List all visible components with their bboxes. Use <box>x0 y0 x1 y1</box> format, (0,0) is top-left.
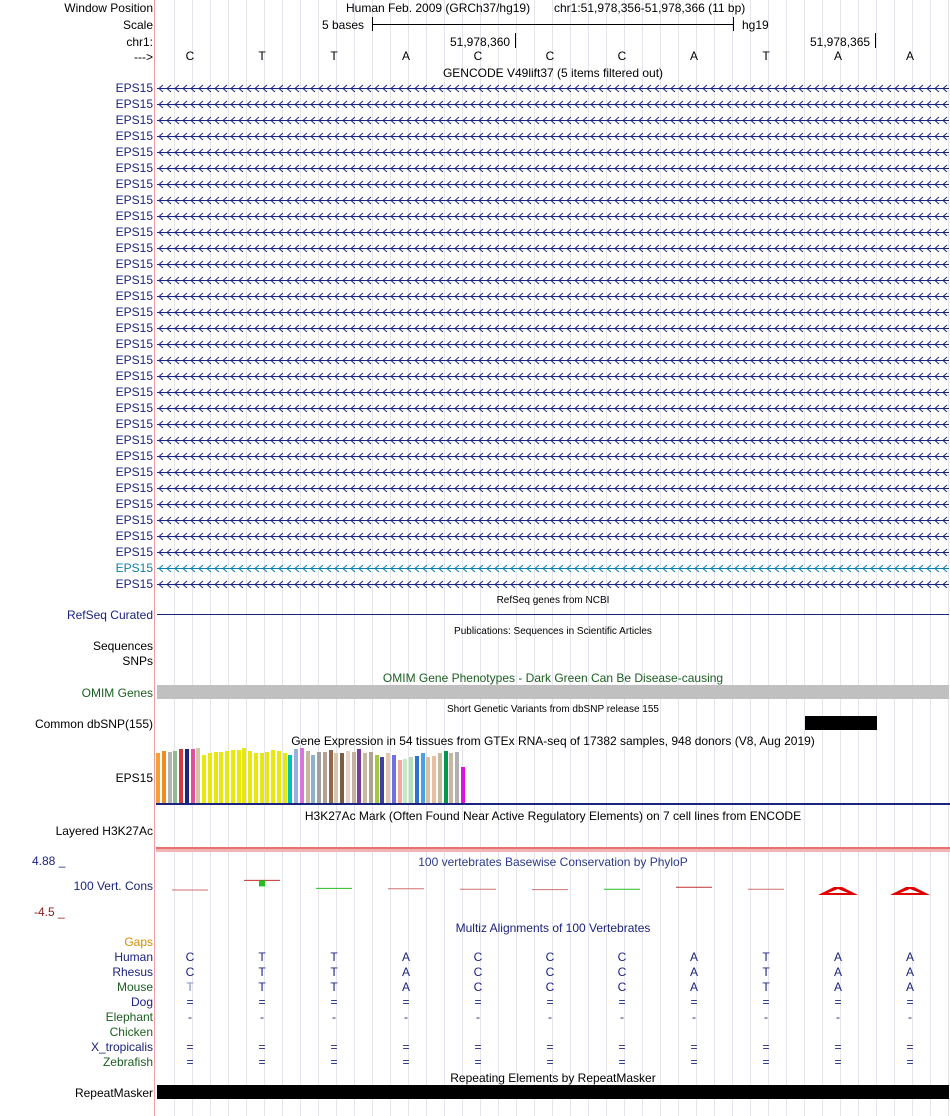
gencode-transcript[interactable] <box>157 372 949 381</box>
ruler-tick-1: 51,978,360 <box>450 35 511 49</box>
gencode-gene-label[interactable]: EPS15 <box>115 369 153 383</box>
multiz-base: = <box>906 1055 914 1069</box>
gencode-gene-label[interactable]: EPS15 <box>115 513 153 527</box>
reference-base: C <box>545 49 555 63</box>
repeatmasker-element[interactable] <box>157 1085 949 1099</box>
multiz-base: - <box>764 1010 768 1024</box>
gencode-transcript[interactable] <box>157 116 949 125</box>
gencode-transcript[interactable] <box>157 500 949 509</box>
reference-base: C <box>185 49 195 63</box>
gtex-tissue-bar[interactable] <box>438 753 442 803</box>
reference-base: T <box>258 49 266 63</box>
multiz-base: = <box>546 1055 554 1069</box>
gencode-transcript[interactable] <box>157 196 949 205</box>
multiz-gaps-label: Gaps <box>124 935 153 949</box>
gencode-transcript[interactable] <box>157 100 949 109</box>
gtex-tissue-bar[interactable] <box>237 750 241 803</box>
gencode-transcript[interactable] <box>157 564 949 573</box>
gtex-tissue-bar[interactable] <box>185 749 189 803</box>
gtex-tissue-bar[interactable] <box>334 753 338 803</box>
gtex-tissue-bar[interactable] <box>265 752 269 803</box>
gencode-gene-label[interactable]: EPS15 <box>115 417 153 431</box>
gencode-transcript[interactable] <box>157 516 949 525</box>
gtex-tissue-bar[interactable] <box>329 750 333 803</box>
multiz-base: = <box>834 1040 842 1054</box>
gtex-bar-chart[interactable] <box>156 748 950 803</box>
gencode-gene-label[interactable]: EPS15 <box>115 113 153 127</box>
gencode-gene-label[interactable]: EPS15 <box>115 225 153 239</box>
gtex-tissue-bar[interactable] <box>317 752 321 803</box>
multiz-base: T <box>186 980 194 994</box>
ruler-tick-2: 51,978,365 <box>810 35 871 49</box>
gtex-tissue-bar[interactable] <box>398 760 402 803</box>
multiz-base: - <box>908 1010 912 1024</box>
phylop-max: 4.88 _ <box>32 854 66 868</box>
multiz-base: C <box>473 980 483 994</box>
gtex-tissue-bar[interactable] <box>346 751 350 803</box>
multiz-base: A <box>689 965 698 979</box>
gencode-gene-label[interactable]: EPS15 <box>115 193 153 207</box>
multiz-base: = <box>186 995 194 1009</box>
multiz-base: = <box>762 1040 770 1054</box>
gtex-tissue-bar[interactable] <box>202 755 206 803</box>
gencode-gene-label[interactable]: EPS15 <box>115 449 153 463</box>
refseq-title[interactable]: RefSeq genes from NCBI <box>496 595 610 606</box>
scale-db: hg19 <box>742 18 769 32</box>
gencode-transcript[interactable] <box>157 276 949 285</box>
gtex-tissue-bar[interactable] <box>432 756 436 803</box>
gencode-gene-label[interactable]: EPS15 <box>115 545 153 559</box>
gencode-gene-label[interactable]: EPS15 <box>115 353 153 367</box>
gtex-tissue-bar[interactable] <box>294 749 298 803</box>
gtex-tissue-bar[interactable] <box>369 752 373 803</box>
multiz-base: A <box>401 980 410 994</box>
multiz-base: = <box>258 1040 266 1054</box>
multiz-base: A <box>833 980 842 994</box>
scale-bar <box>372 17 734 31</box>
gtex-tissue-bar[interactable] <box>260 753 264 803</box>
phylop-plot[interactable] <box>156 870 950 910</box>
phylop-score-mark[interactable] <box>818 887 858 895</box>
gencode-transcript[interactable] <box>157 340 949 349</box>
gencode-gene-label[interactable]: EPS15 <box>115 433 153 447</box>
multiz-base: = <box>186 1055 194 1069</box>
gencode-transcript[interactable] <box>157 388 949 397</box>
multiz-base: - <box>260 1010 264 1024</box>
gencode-gene-label[interactable]: EPS15 <box>115 81 153 95</box>
gencode-gene-label[interactable]: EPS15 <box>115 161 153 175</box>
chrom-label: chr1: <box>126 35 153 49</box>
strand-label: ---> <box>134 50 153 64</box>
multiz-base: = <box>546 995 554 1009</box>
multiz-base: A <box>689 950 698 964</box>
multiz-base: T <box>762 980 770 994</box>
gencode-gene-label[interactable]: EPS15 <box>115 337 153 351</box>
h3k27ac-title[interactable]: H3K27Ac Mark (Often Found Near Active Regulatory Elements) on 7 cell lines from ENCODE <box>304 809 802 823</box>
multiz-base: A <box>401 950 410 964</box>
gencode-gene-label[interactable]: EPS15 <box>115 257 153 271</box>
gencode-transcript[interactable] <box>157 212 949 221</box>
label-separator <box>154 0 155 1116</box>
gtex-tissue-bar[interactable] <box>455 752 459 803</box>
repeatmasker-title[interactable]: Repeating Elements by RepeatMasker <box>450 1071 656 1085</box>
gencode-transcript[interactable] <box>157 132 949 141</box>
gencode-transcript[interactable] <box>157 452 949 461</box>
multiz-base: = <box>402 995 410 1009</box>
refseq-gene-line[interactable] <box>157 614 949 615</box>
gencode-gene-label[interactable]: EPS15 <box>115 465 153 479</box>
multiz-base: A <box>689 980 698 994</box>
gtex-tissue-bar[interactable] <box>444 751 448 803</box>
gtex-tissue-bar[interactable] <box>179 749 183 803</box>
pubs-title[interactable]: Publications: Sequences in Scientific Articles <box>454 626 652 637</box>
multiz-base: A <box>401 965 410 979</box>
gencode-gene-label[interactable]: EPS15 <box>115 401 153 415</box>
gtex-tissue-bar[interactable] <box>461 767 465 803</box>
multiz-base: C <box>545 980 555 994</box>
scale-bases: 5 bases <box>322 18 365 32</box>
multiz-base: = <box>762 1055 770 1069</box>
pubs-snps-label[interactable]: SNPs <box>122 654 153 668</box>
gtex-label[interactable]: EPS15 <box>115 771 153 785</box>
gtex-tissue-bar[interactable] <box>219 752 223 803</box>
multiz-base: T <box>330 965 338 979</box>
reference-base: A <box>833 49 842 63</box>
multiz-title[interactable]: Multiz Alignments of 100 Vertebrates <box>455 921 651 935</box>
multiz-base: - <box>404 1010 408 1024</box>
gencode-transcript[interactable] <box>157 180 949 189</box>
multiz-base: A <box>905 950 914 964</box>
gencode-gene-label[interactable]: EPS15 <box>115 241 153 255</box>
gtex-tissue-bar[interactable] <box>156 753 160 803</box>
multiz-base: = <box>330 1055 338 1069</box>
multiz-base: T <box>258 980 266 994</box>
reference-base: A <box>401 49 410 63</box>
assembly-text: Human Feb. 2009 (GRCh37/hg19) <box>346 1 531 15</box>
multiz-species-label[interactable]: Dog <box>130 995 153 1009</box>
multiz-base: - <box>476 1010 480 1024</box>
gtex-tissue-bar[interactable] <box>288 755 292 803</box>
gencode-title[interactable]: GENCODE V49lift37 (5 items filtered out) <box>442 66 664 80</box>
multiz-base: T <box>258 965 266 979</box>
multiz-base: = <box>330 995 338 1009</box>
multiz-base: - <box>836 1010 840 1024</box>
multiz-base: - <box>620 1010 624 1024</box>
gtex-tissue-bar[interactable] <box>168 752 172 803</box>
multiz-base: = <box>402 1040 410 1054</box>
pubs-sequences-label[interactable]: Sequences <box>92 639 153 653</box>
gtex-tissue-bar[interactable] <box>386 753 390 803</box>
gtex-tissue-bar[interactable] <box>306 751 310 803</box>
gencode-transcript[interactable] <box>157 260 949 269</box>
multiz-base: = <box>834 1055 842 1069</box>
gencode-transcript[interactable] <box>157 420 949 429</box>
multiz-base: = <box>186 1040 194 1054</box>
gencode-transcript[interactable] <box>157 148 949 157</box>
gtex-tissue-bar[interactable] <box>380 757 384 803</box>
gtex-tissue-bar[interactable] <box>283 753 287 803</box>
multiz-base: = <box>258 995 266 1009</box>
multiz-base: C <box>617 980 627 994</box>
multiz-base: T <box>258 950 266 964</box>
reference-base: C <box>473 49 483 63</box>
gencode-gene-label[interactable]: EPS15 <box>115 305 153 319</box>
reference-base: T <box>330 49 338 63</box>
h3k27ac-signal-fill <box>156 849 950 852</box>
gtex-tissue-bar[interactable] <box>392 755 396 803</box>
window-position-label: Window Position <box>64 1 153 15</box>
multiz-species-label[interactable]: Zebrafish <box>102 1055 153 1069</box>
gencode-gene-label[interactable]: EPS15 <box>115 209 153 223</box>
gencode-gene-label[interactable]: EPS15 <box>115 289 153 303</box>
multiz-base: T <box>330 950 338 964</box>
reference-base: C <box>617 49 627 63</box>
multiz-base: = <box>690 1040 698 1054</box>
gencode-gene-label[interactable]: EPS15 <box>115 129 153 143</box>
gtex-tissue-bar[interactable] <box>196 748 200 803</box>
gtex-tissue-bar[interactable] <box>375 755 379 803</box>
multiz-base: A <box>905 980 914 994</box>
phylop-title[interactable]: 100 vertebrates Basewise Conservation by PhyloP <box>418 855 688 869</box>
gencode-transcript[interactable] <box>157 164 949 173</box>
gencode-gene-label[interactable]: EPS15 <box>115 529 153 543</box>
omim-gene-block[interactable] <box>157 685 949 699</box>
multiz-base: C <box>185 950 195 964</box>
repeatmasker-label[interactable]: RepeatMasker <box>74 1086 153 1100</box>
gencode-transcript[interactable] <box>157 404 949 413</box>
gtex-tissue-bar[interactable] <box>340 753 344 803</box>
phylop-score-dot[interactable] <box>259 880 265 886</box>
multiz-base: C <box>545 965 555 979</box>
multiz-base: - <box>332 1010 336 1024</box>
gencode-gene-label[interactable]: EPS15 <box>115 273 153 287</box>
reference-base: T <box>762 49 770 63</box>
multiz-base: C <box>473 965 483 979</box>
multiz-base: T <box>330 980 338 994</box>
multiz-base: = <box>546 1040 554 1054</box>
multiz-base: - <box>548 1010 552 1024</box>
gtex-tissue-bar[interactable] <box>225 751 229 803</box>
ruler-tick-2-mark <box>875 33 876 48</box>
multiz-base: - <box>692 1010 696 1024</box>
gencode-transcript[interactable] <box>157 532 949 541</box>
position-range[interactable]: chr1:51,978,356-51,978,366 (11 bp) <box>554 1 746 15</box>
dbsnp-variant[interactable] <box>805 716 877 730</box>
gtex-tissue-bar[interactable] <box>214 752 218 803</box>
gencode-transcript[interactable] <box>157 308 949 317</box>
multiz-base: = <box>330 1040 338 1054</box>
gencode-transcript[interactable] <box>157 356 949 365</box>
gencode-gene-label[interactable]: EPS15 <box>115 97 153 111</box>
multiz-base: = <box>834 995 842 1009</box>
gencode-transcript[interactable] <box>157 580 949 589</box>
gtex-tissue-bar[interactable] <box>271 750 275 803</box>
multiz-base: = <box>474 1040 482 1054</box>
gencode-gene-label[interactable]: EPS15 <box>115 481 153 495</box>
ruler-tick-1-mark <box>515 33 516 48</box>
omim-label[interactable]: OMIM Genes <box>81 686 153 700</box>
gtex-tissue-bar[interactable] <box>242 748 246 803</box>
gencode-transcript[interactable] <box>157 468 949 477</box>
multiz-species-label[interactable]: Mouse <box>116 980 153 994</box>
gencode-gene-label[interactable]: EPS15 <box>115 561 153 575</box>
multiz-species-label[interactable]: Rhesus <box>112 965 153 979</box>
gencode-transcript[interactable] <box>157 324 949 333</box>
multiz-base: C <box>185 965 195 979</box>
gencode-transcript[interactable] <box>157 84 949 93</box>
multiz-base: C <box>473 950 483 964</box>
gtex-baseline <box>156 803 950 805</box>
gencode-transcript[interactable] <box>157 548 949 557</box>
multiz-base: C <box>617 965 627 979</box>
gtex-tissue-bar[interactable] <box>208 753 212 803</box>
dbsnp-title[interactable]: Short Genetic Variants from dbSNP release 155 <box>447 704 659 715</box>
multiz-species-label[interactable]: X_tropicalis <box>90 1040 153 1054</box>
multiz-base: = <box>690 995 698 1009</box>
gencode-transcript[interactable] <box>157 436 949 445</box>
multiz-base: = <box>618 1055 626 1069</box>
gtex-tissue-bar[interactable] <box>426 757 430 803</box>
gtex-tissue-bar[interactable] <box>403 759 407 803</box>
gtex-tissue-bar[interactable] <box>449 753 453 803</box>
reference-base: A <box>905 49 914 63</box>
multiz-base: = <box>690 1055 698 1069</box>
h3k27ac-label[interactable]: Layered H3K27Ac <box>55 824 153 838</box>
gencode-transcript[interactable] <box>157 292 949 301</box>
gtex-tissue-bar[interactable] <box>363 753 367 803</box>
gtex-tissue-bar[interactable] <box>191 749 195 803</box>
multiz-base: A <box>833 965 842 979</box>
gtex-tissue-bar[interactable] <box>173 751 177 803</box>
gencode-gene-label[interactable]: EPS15 <box>115 321 153 335</box>
gtex-title[interactable]: Gene Expression in 54 tissues from GTEx RNA-seq of 17382 samples, 948 donors (V8, Aug 2019) <box>291 734 815 748</box>
multiz-base: = <box>474 1055 482 1069</box>
multiz-base: = <box>258 1055 266 1069</box>
gtex-tissue-bar[interactable] <box>323 752 327 803</box>
phylop-min: -4.5 _ <box>34 905 65 919</box>
multiz-base: T <box>762 965 770 979</box>
multiz-base: A <box>833 950 842 964</box>
multiz-base: C <box>545 950 555 964</box>
multiz-base: A <box>905 965 914 979</box>
gtex-tissue-bar[interactable] <box>162 751 166 803</box>
gtex-tissue-bar[interactable] <box>352 752 356 803</box>
multiz-base: = <box>906 1040 914 1054</box>
multiz-base: = <box>762 995 770 1009</box>
gtex-tissue-bar[interactable] <box>254 753 258 803</box>
gencode-gene-label[interactable]: EPS15 <box>115 385 153 399</box>
scale-label: Scale <box>122 18 153 32</box>
multiz-species-label[interactable]: Human <box>114 950 153 964</box>
multiz-species-label[interactable]: Elephant <box>105 1010 153 1024</box>
multiz-base: = <box>618 995 626 1009</box>
gtex-tissue-bar[interactable] <box>277 751 281 803</box>
multiz-base: = <box>474 995 482 1009</box>
multiz-base: = <box>618 1040 626 1054</box>
refseq-label[interactable]: RefSeq Curated <box>66 608 153 622</box>
multiz-base: = <box>402 1055 410 1069</box>
gtex-tissue-bar[interactable] <box>415 756 419 803</box>
multiz-species-label[interactable]: Chicken <box>109 1025 153 1039</box>
gtex-tissue-bar[interactable] <box>409 757 413 803</box>
gencode-transcript[interactable] <box>157 484 949 493</box>
gencode-gene-label[interactable]: EPS15 <box>115 497 153 511</box>
gtex-tissue-bar[interactable] <box>421 753 425 803</box>
gtex-tissue-bar[interactable] <box>357 749 361 803</box>
gencode-transcript[interactable] <box>157 228 949 237</box>
gencode-gene-label[interactable]: EPS15 <box>115 145 153 159</box>
gtex-tissue-bar[interactable] <box>248 751 252 803</box>
dbsnp-label[interactable]: Common dbSNP(155) <box>34 717 153 731</box>
multiz-base: C <box>617 950 627 964</box>
gencode-gene-label[interactable]: EPS15 <box>115 577 153 591</box>
gencode-transcript[interactable] <box>157 244 949 253</box>
gtex-tissue-bar[interactable] <box>300 748 304 803</box>
phylop-score-mark[interactable] <box>890 887 930 895</box>
omim-title[interactable]: OMIM Gene Phenotypes - Dark Green Can Be Disease-causing <box>382 671 724 685</box>
multiz-base: T <box>762 950 770 964</box>
phylop-label[interactable]: 100 Vert. Cons <box>73 879 153 893</box>
gencode-gene-label[interactable]: EPS15 <box>115 177 153 191</box>
reference-base: A <box>689 49 698 63</box>
multiz-base: = <box>906 995 914 1009</box>
gtex-tissue-bar[interactable] <box>311 755 315 803</box>
multiz-base: - <box>188 1010 192 1024</box>
gtex-tissue-bar[interactable] <box>231 750 235 803</box>
